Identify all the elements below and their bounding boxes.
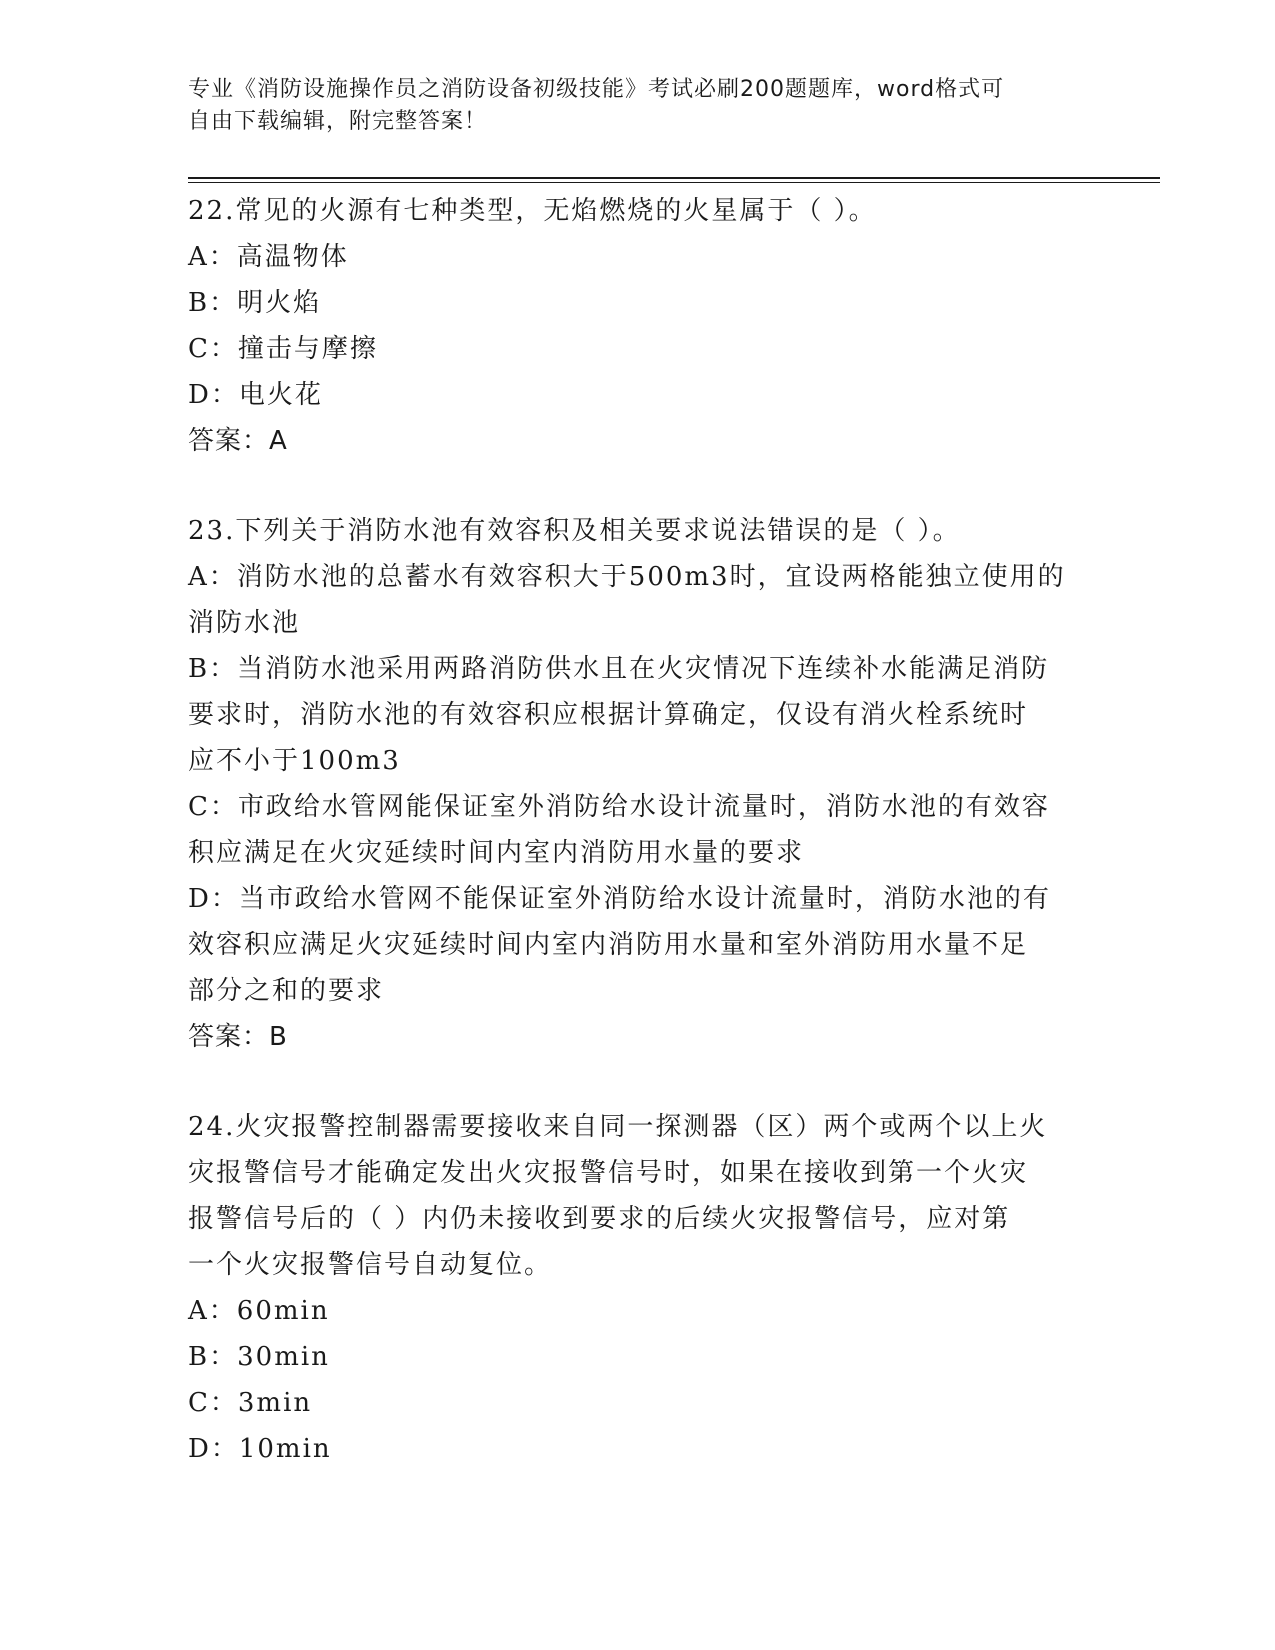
- option-a-continued: 消防水池: [188, 608, 301, 638]
- option-b: B：当消防水池采用两路消防供水且在火灾情况下连续补水能满足消防: [188, 654, 1050, 684]
- option-a: A：高温物体: [188, 242, 349, 272]
- option-b-continued: 要求时，消防水池的有效容积应根据计算确定，仅设有消火栓系统时: [188, 700, 1029, 730]
- question-stem-continued: 一个火灾报警信号自动复位。: [188, 1250, 553, 1280]
- option-b-continued: 应不小于100m3: [188, 746, 401, 776]
- option-a: A：60min: [188, 1296, 330, 1326]
- header-line-1: 专业《消防设施操作员之消防设备初级技能》考试必刷200题题库，word格式可: [188, 77, 1005, 102]
- question-stem: 22.常见的火源有七种类型，无焰燃烧的火星属于（ ）。: [188, 196, 877, 226]
- option-d: D：10min: [188, 1434, 332, 1464]
- document-header: [188, 74, 1068, 138]
- option-a: A：消防水池的总蓄水有效容积大于500m3时，宜设两格能独立使用的: [188, 562, 1066, 592]
- question-spacer: [188, 1060, 1088, 1104]
- option-c: C：撞击与摩擦: [188, 334, 378, 364]
- option-c: C：3min: [188, 1388, 313, 1418]
- option-d-continued: 效容积应满足火灾延续时间内室内消防用水量和室外消防用水量不足: [188, 930, 1029, 960]
- header-divider-thin: [188, 182, 1160, 183]
- option-c-continued: 积应满足在火灾延续时间内室内消防用水量的要求: [188, 838, 805, 868]
- option-d: D：电火花: [188, 380, 323, 410]
- question-stem: 23.下列关于消防水池有效容积及相关要求说法错误的是（ ）。: [188, 516, 961, 546]
- question-stem: 24.火灾报警控制器需要接收来自同一探测器（区）两个或两个以上火: [188, 1112, 1048, 1142]
- question-spacer: [188, 464, 1088, 508]
- option-d-continued: 部分之和的要求: [188, 976, 385, 1006]
- question-stem-continued: 灾报警信号才能确定发出火灾报警信号时，如果在接收到第一个火灾: [188, 1158, 1029, 1188]
- option-d: D：当市政给水管网不能保证室外消防给水设计流量时，消防水池的有: [188, 884, 1051, 914]
- question-stem-continued: 报警信号后的（ ）内仍未接收到要求的后续火灾报警信号，应对第: [188, 1204, 1011, 1234]
- question-23: [188, 508, 1088, 1060]
- option-b: B：明火焰: [188, 288, 322, 318]
- option-c: C：市政给水管网能保证室外消防给水设计流量时，消防水池的有效容: [188, 792, 1050, 822]
- question-24: [188, 1104, 1088, 1472]
- header-line-2: 自由下载编辑，附完整答案！: [188, 109, 488, 134]
- question-22: [188, 188, 1088, 464]
- answer-label: 答案：B: [188, 1022, 288, 1052]
- question-list: [188, 188, 1088, 1472]
- header-divider-thick: [188, 177, 1160, 179]
- answer-label: 答案：A: [188, 426, 288, 456]
- option-b: B：30min: [188, 1342, 330, 1372]
